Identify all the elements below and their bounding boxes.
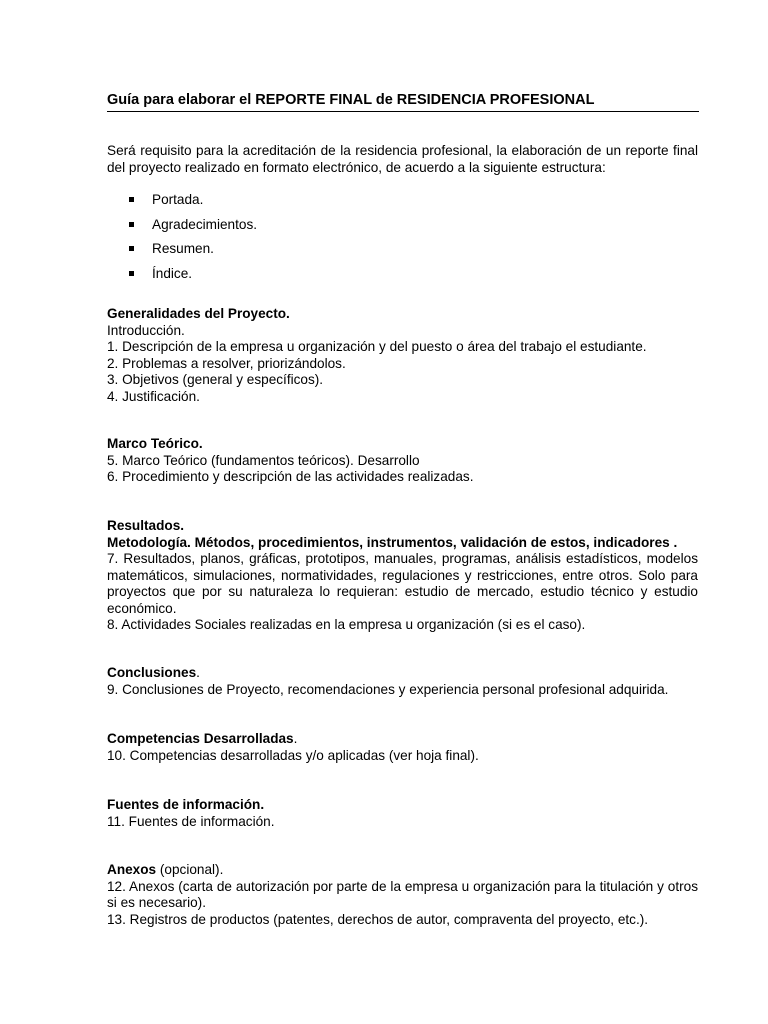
section-marco-teorico	[107, 436, 698, 486]
section-line: 10. Competencias desarrolladas y/o aplicadas (ver hoja final).	[107, 747, 479, 763]
section-line: 7. Resultados, planos, gráficas, prototipos, manuales, programas, análisis estadísticos, modelos matemáticos, simulaciones, normatividades, regulaciones y restricciones, entre otros. Solo para proyectos que por su naturaleza lo requieran: estudio de mercado, estudio técnico y estudio económico.	[107, 551, 698, 616]
section-generalidades	[107, 306, 698, 405]
section-subheading: Metodología. Métodos, procedimientos, instrumentos, validación de estos, indicadores .	[107, 534, 678, 550]
list-item	[128, 265, 257, 290]
section-line: Introducción.	[107, 322, 185, 338]
section-heading-line	[107, 665, 698, 682]
list-item	[128, 240, 257, 265]
section-line: 11. Fuentes de información.	[107, 813, 275, 829]
bullet-square-icon	[129, 246, 134, 251]
title-block	[107, 92, 699, 112]
list-item-label: Portada.	[152, 192, 204, 207]
section-heading: Conclusiones	[107, 665, 197, 680]
section-heading: Resultados.	[107, 518, 185, 533]
structure-list	[128, 191, 257, 289]
bullet-square-icon	[129, 197, 134, 202]
section-fuentes	[107, 797, 698, 830]
list-item-label: Índice.	[152, 265, 193, 281]
list-item	[128, 216, 257, 241]
section-heading-line	[107, 731, 698, 748]
section-line: 4. Justificación.	[107, 388, 200, 404]
section-heading-line	[107, 862, 698, 879]
section-heading: Generalidades del Proyecto.	[107, 306, 290, 321]
section-heading: Anexos	[107, 862, 157, 877]
bullet-square-icon	[129, 271, 134, 276]
section-line: 1. Descripción de la empresa u organización y del puesto o área del trabajo el estudiante.	[107, 339, 647, 354]
section-resultados	[107, 518, 698, 634]
section-line: 8. Actividades Sociales realizadas en la empresa u organización (si es el caso).	[107, 617, 586, 632]
section-conclusiones	[107, 665, 698, 698]
list-item-label: Resumen.	[152, 241, 214, 256]
section-line: 13. Registros de productos (patentes, derechos de autor, compraventa del proyecto, etc.).	[107, 911, 649, 927]
section-line: 6. Procedimiento y descripción de las actividades realizadas.	[107, 469, 474, 484]
document-title: Guía para elaborar el REPORTE FINAL de RESIDENCIA PROFESIONAL	[107, 92, 595, 108]
section-heading: Fuentes de información.	[107, 797, 265, 812]
list-item-label: Agradecimientos.	[152, 216, 258, 232]
section-line: 3. Objetivos (general y específicos).	[107, 372, 324, 387]
bullet-square-icon	[129, 222, 134, 227]
heading-suffix: .	[293, 731, 298, 746]
section-competencias	[107, 731, 698, 764]
section-line: 5. Marco Teórico (fundamentos teóricos). Desarrollo	[107, 452, 420, 468]
heading-suffix: .	[196, 665, 200, 680]
section-anexos	[107, 862, 698, 928]
heading-suffix: (opcional).	[156, 862, 224, 877]
section-line: 9. Conclusiones de Proyecto, recomendaciones y experiencia personal profesional adquirida.	[107, 681, 669, 697]
intro-paragraph: Será requisito para la acreditación de la residencia profesional, la elaboración de un reporte final del proyecto realizado en formato electrónico, de acuerdo a la siguiente estructura:	[107, 143, 698, 175]
section-heading: Competencias Desarrolladas	[107, 731, 294, 746]
section-line: 12. Anexos (carta de autorización por parte de la empresa u organización para la titulación y otros si es necesario).	[107, 878, 698, 910]
section-line: 2. Problemas a resolver, priorizándolos.	[107, 355, 346, 371]
list-item	[128, 191, 257, 216]
section-heading: Marco Teórico.	[107, 436, 203, 451]
